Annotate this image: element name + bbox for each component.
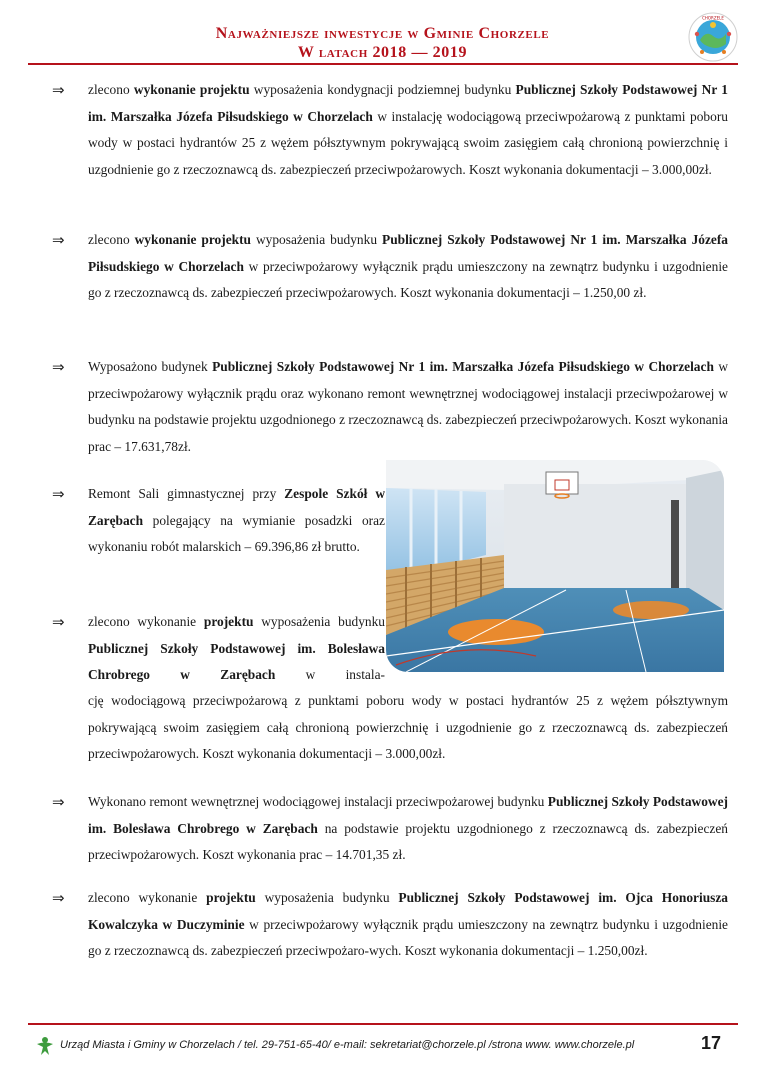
bullet-arrow-icon: ⇒: [52, 358, 65, 376]
page-header: [0, 24, 765, 62]
bullet-arrow-icon: ⇒: [52, 231, 65, 249]
header-title-line1: Najważniejsze inwestycje w Gminie Chorzele: [215, 25, 550, 42]
list-item: zlecono wykonanie projektu wyposażenia budynku Publicznej Szkoły Podstawowej im. Bolesława Chrobrego w Zarębach w instala-: [88, 614, 385, 682]
bullet-arrow-icon: ⇒: [52, 889, 65, 907]
list-item: zlecono wykonanie projektu wyposażenia kondygnacji podziemnej budynku Publicznej Szkoły Podstawowej Nr 1 im. Marszałka Józefa Piłsudskiego w Chorzelach w instalację wodociągową przeciwpożarową z punktami poboru wody w postaci hydrantów 25 z wężem półsztywnym pokrywającą swoim zasięgiem całą chronioną powierzchnię i uzgodnienie go z rzeczoznawcą ds. zabezpieczeń przeciwpożarowych. Koszt wykonania dokumentacji – 3.000,00zł.: [88, 82, 728, 177]
svg-text:CHORZELE: CHORZELE: [702, 15, 724, 21]
green-figure-logo-icon: [34, 1035, 56, 1057]
footer-contact: Urząd Miasta i Gminy w Chorzelach / tel. 29-751-65-40/ e-mail: sekretariat@chorzele.pl /strona www. www.chorzele.pl: [60, 1039, 635, 1051]
bullet-arrow-icon: ⇒: [52, 485, 65, 503]
list-item: Remont Sali gimnastycznej przy Zespole Szkół w Zarębach polegający na wymianie posadzki oraz wykonaniu robót malarskich – 69.396,86 zł brutto.: [88, 486, 386, 554]
bullet-arrow-icon: ⇒: [52, 81, 65, 99]
list-item: zlecono wykonanie projektu wyposażenia budynku Publicznej Szkoły Podstawowej Nr 1 im. Marszałka Józefa Piłsudskiego w Chorzelach w przeciwpożarowy wyłącznik prądu umieszczony na zewnątrz budynku i uzgodnienie go z rzeczoznawcą ds. zabezpieczeń przeciwpożarowych. Koszt wykonania dokumentacji – 1.250,00 zł.: [88, 232, 728, 300]
page-number: 17: [701, 1033, 722, 1053]
municipal-emblem-icon: [688, 12, 738, 62]
list-item: Wyposażono budynek Publicznej Szkoły Podstawowej Nr 1 im. Marszałka Józefa Piłsudskiego w Chorzelach w przeciwpożarowy wyłącznik prądu oraz wykonano remont wewnętrznej wodociągowej instalacji przeciwpożarowej w budynku na podstawie projektu uzgodnionego z rzeczoznawcą ds. zabezpieczeń przeciwpożarowych. Koszt wykonania prac – 17.631,78zł.: [88, 359, 728, 454]
bullet-arrow-icon: ⇒: [52, 793, 65, 811]
list-item-continuation: cję wodociągową przeciwpożarową z punktami poboru wody w postaci hydrantów 25 z wężem półsztywnym pokrywającą swoim zasięgiem całą chronioną powierzchnię i uzgodnienie go z rzeczoznawcą ds. zabezpieczeń przeciwpożarowych. Koszt wykonania dokumentacji – 3.000,00zł.: [88, 693, 728, 761]
footer-divider: [28, 1023, 738, 1025]
header-title-line2: W latach 2018 — 2019: [297, 44, 468, 61]
header-divider: [28, 63, 738, 65]
gym-hall-photo: [386, 460, 724, 672]
bullet-arrow-icon: ⇒: [52, 613, 65, 631]
list-item: zlecono wykonanie projektu wyposażenia budynku Publicznej Szkoły Podstawowej im. Ojca Honoriusza Kowalczyka w Duczyminie w przeciwpożarowy wyłącznik prądu umieszczony na zewnątrz budynku i uzgodnienie go z rzeczoznawcą ds. zabezpieczeń przeciwpożaro-wych. Koszt wykonania dokumentacji – 1.250,00zł.: [88, 890, 729, 958]
list-item: Wykonano remont wewnętrznej wodociągowej instalacji przeciwpożarowej budynku Publicznej Szkoły Podstawowej im. Bolesława Chrobrego w Zarębach na podstawie projektu uzgodnionego z rzeczoznawcą ds. zabezpieczeń przeciwpożarowych. Koszt wykonania prac – 14.701,35 zł.: [88, 794, 728, 862]
